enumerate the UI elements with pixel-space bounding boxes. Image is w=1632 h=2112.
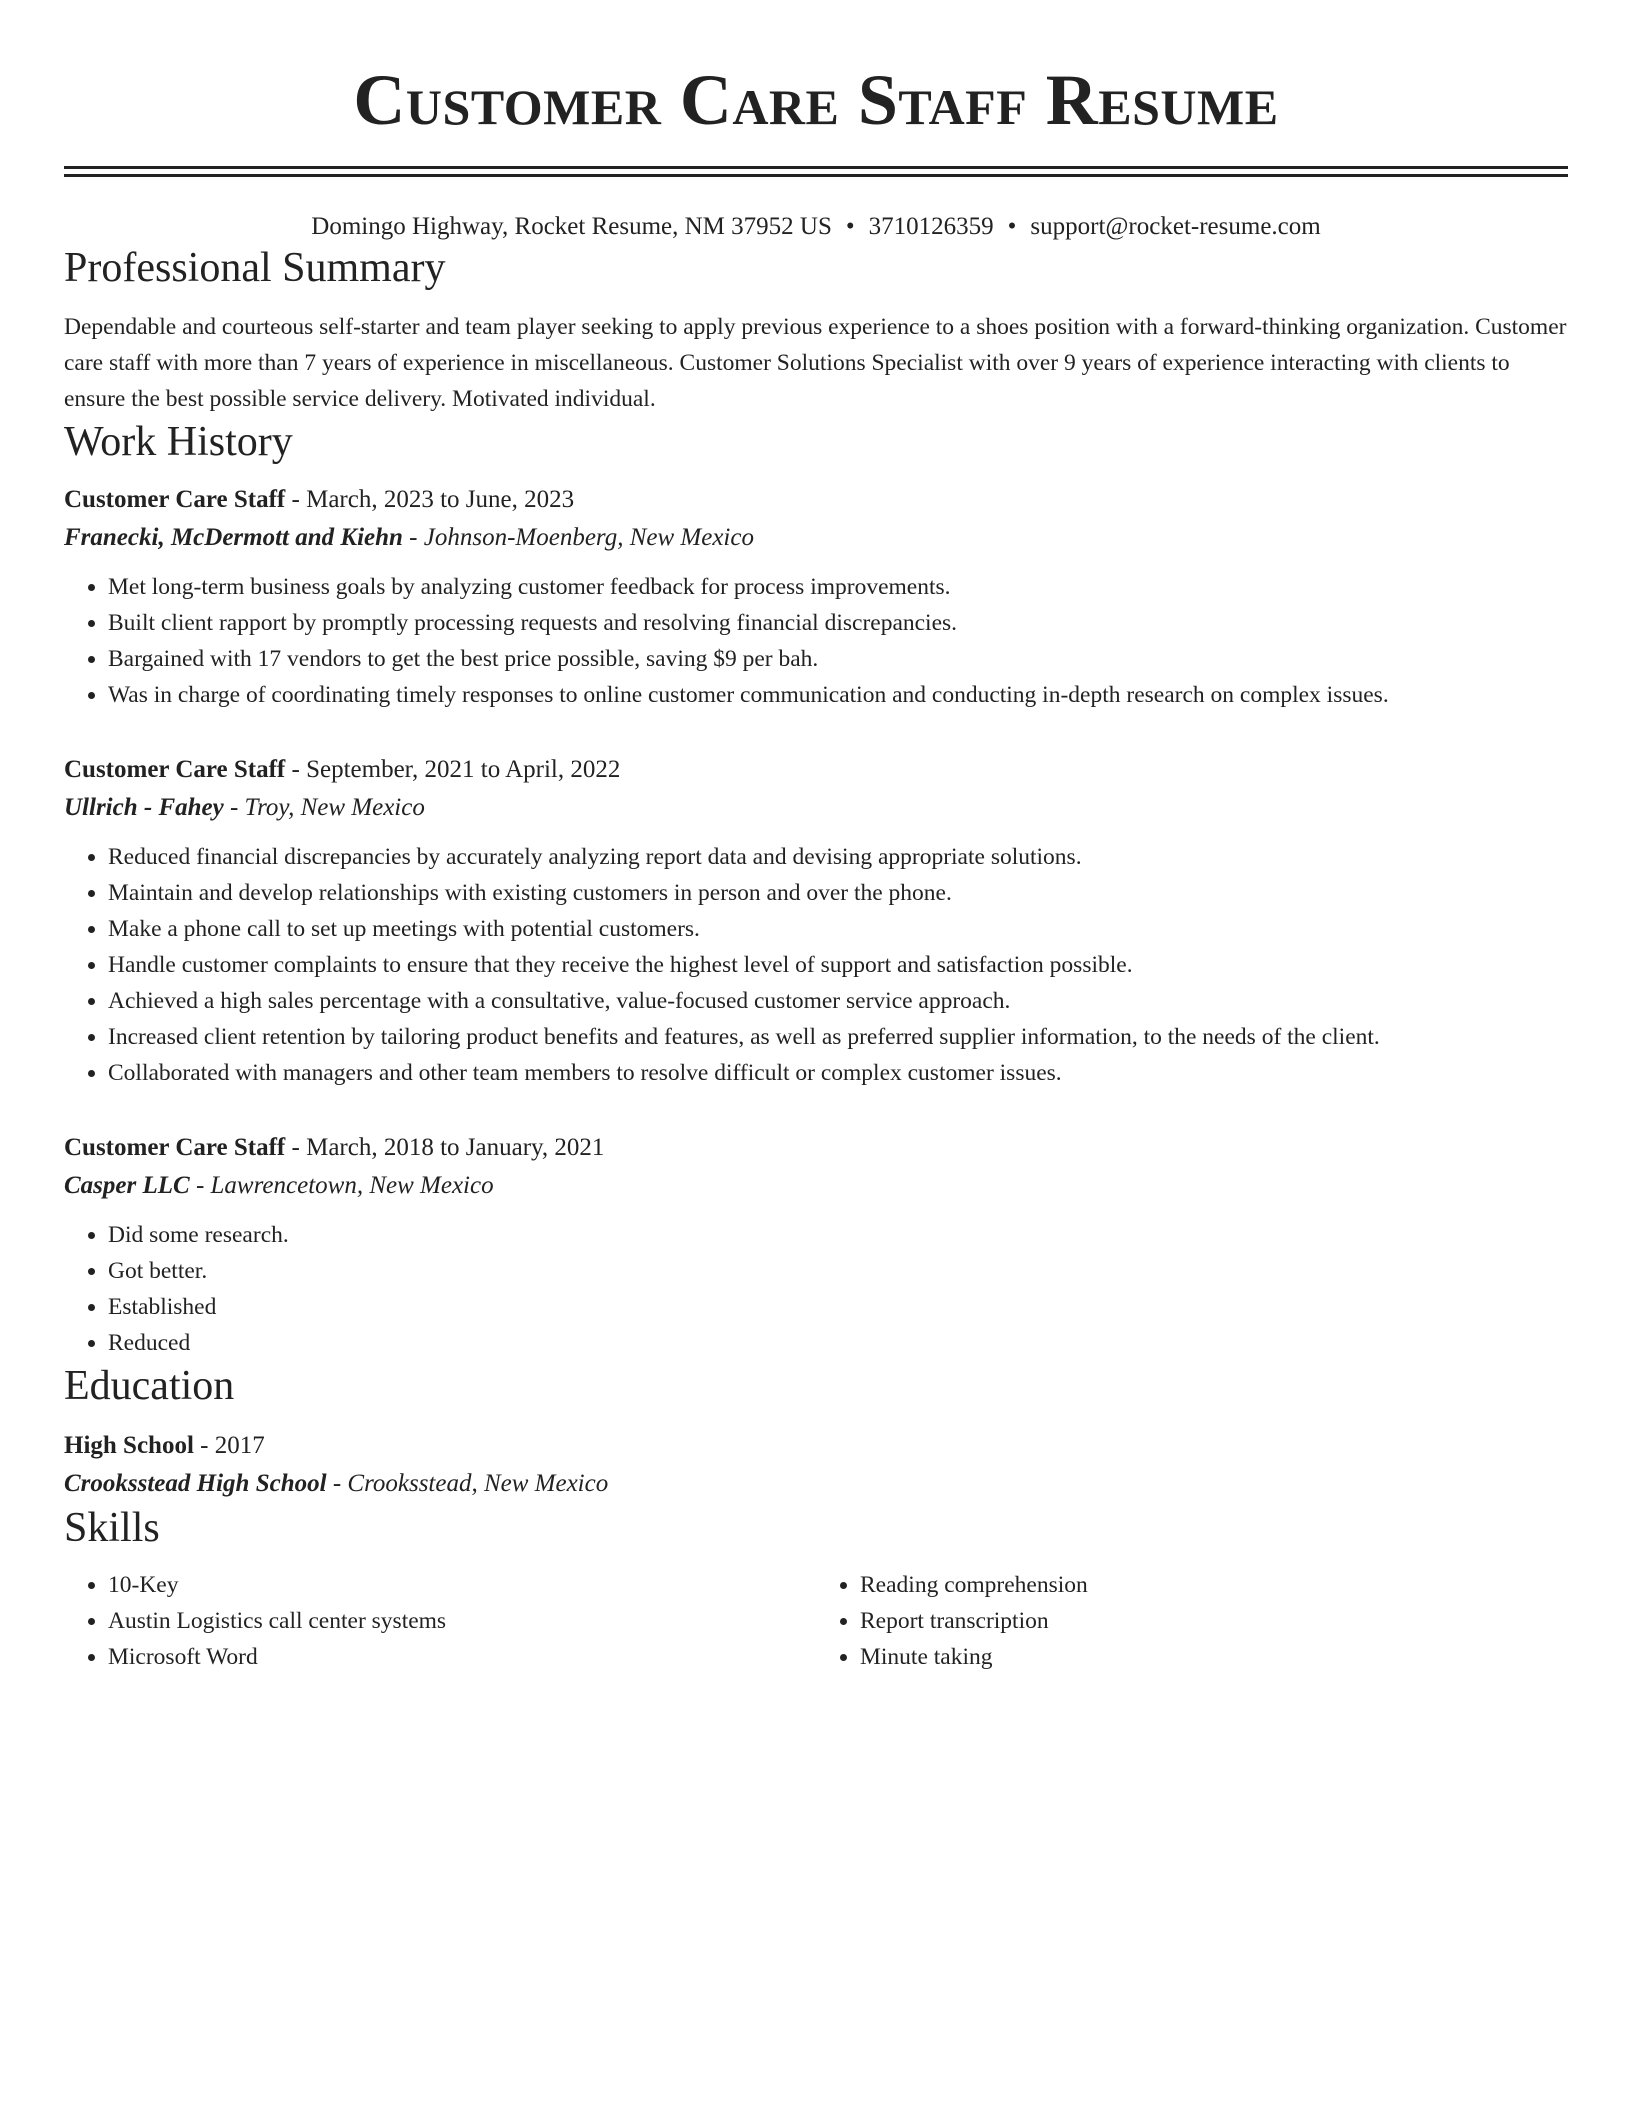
contact-separator: • bbox=[1007, 213, 1017, 240]
skills-grid bbox=[64, 1567, 1568, 1675]
job-bullet: • Reduced bbox=[108, 1325, 1568, 1361]
education-school: Crooksstead High School bbox=[64, 1470, 327, 1497]
job-bullet: • Did some research. bbox=[108, 1217, 1568, 1253]
job-location: Lawrencetown, New Mexico bbox=[210, 1172, 494, 1199]
education-year: 2017 bbox=[214, 1432, 265, 1459]
section-heading-summary: Professional Summary bbox=[64, 245, 446, 291]
job-bullet: • Built client rapport by promptly processing requests and resolving financial discrepancies. bbox=[108, 605, 1568, 641]
job-location: Troy, New Mexico bbox=[244, 794, 425, 821]
job-title: Customer Care Staff bbox=[64, 1134, 286, 1161]
job-title: Customer Care Staff bbox=[64, 756, 286, 783]
skill-item: • Reading comprehension bbox=[860, 1567, 1568, 1603]
job-bullet: • Collaborated with managers and other team members to resolve difficult or complex customer issues. bbox=[108, 1055, 1568, 1091]
contact-email: support@rocket-resume.com bbox=[1030, 213, 1321, 240]
education-location: Crooksstead, New Mexico bbox=[347, 1470, 609, 1497]
job-dates: September, 2021 to April, 2022 bbox=[306, 756, 621, 783]
job-bullets bbox=[64, 569, 1568, 713]
education-school-line: Crooksstead High School - Crooksstead, New Mexico bbox=[64, 1470, 609, 1497]
education-entry bbox=[64, 1427, 1568, 1503]
job-location: Johnson-Moenberg, New Mexico bbox=[423, 524, 754, 551]
job-bullet: • Was in charge of coordinating timely responses to online customer communication and conducting in-depth research on complex issues. bbox=[108, 677, 1568, 713]
job-bullet: • Established bbox=[108, 1289, 1568, 1325]
job-bullet: • Got better. bbox=[108, 1253, 1568, 1289]
skills-column-right bbox=[816, 1567, 1568, 1675]
resume-title: Customer Care Staff Resume bbox=[353, 60, 1279, 140]
job-bullet: • Maintain and develop relationships with existing customers in person and over the phone. bbox=[108, 875, 1568, 911]
skill-item: • Report transcription bbox=[860, 1603, 1568, 1639]
job-company-line: Casper LLC - Lawrencetown, New Mexico bbox=[64, 1172, 494, 1199]
job-dates: March, 2018 to January, 2021 bbox=[306, 1134, 605, 1161]
job-company-line: Ullrich - Fahey - Troy, New Mexico bbox=[64, 794, 425, 821]
contact-phone: 3710126359 bbox=[868, 213, 994, 240]
job-entry bbox=[64, 1129, 1568, 1361]
skill-item: • Microsoft Word bbox=[108, 1639, 816, 1675]
job-bullet: • Bargained with 17 vendors to get the best price possible, saving $9 per bah. bbox=[108, 641, 1568, 677]
job-company: Ullrich - Fahey bbox=[64, 794, 224, 821]
job-bullet: • Reduced financial discrepancies by accurately analyzing report data and devising appropriate solutions. bbox=[108, 839, 1568, 875]
job-bullet: • Met long-term business goals by analyzing customer feedback for process improvements. bbox=[108, 569, 1568, 605]
section-heading-work-history: Work History bbox=[64, 419, 293, 465]
job-company: Franecki, McDermott and Kiehn bbox=[64, 524, 403, 551]
job-entry bbox=[64, 481, 1568, 713]
job-title-line: Customer Care Staff - March, 2023 to June, 2023 bbox=[64, 486, 575, 513]
job-bullet: • Achieved a high sales percentage with a consultative, value-focused customer service approach. bbox=[108, 983, 1568, 1019]
section-heading-skills: Skills bbox=[64, 1505, 160, 1551]
job-bullet: • Handle customer complaints to ensure that they receive the highest level of support and satisfaction possible. bbox=[108, 947, 1568, 983]
summary-text: Dependable and courteous self-starter and team player seeking to apply previous experience to a shoes position with a forward-thinking organization. Customer care staff with more than 7 years of experience in miscellaneous. Customer Solutions Specialist with over 9 years of experience interacting with clients to ensure the best possible service delivery. Motivated individual. bbox=[64, 314, 1567, 412]
skills-column-left bbox=[64, 1567, 816, 1675]
skill-item: • 10-Key bbox=[108, 1567, 816, 1603]
job-entry bbox=[64, 751, 1568, 1091]
contact-separator: • bbox=[845, 213, 855, 240]
job-title: Customer Care Staff bbox=[64, 486, 286, 513]
job-title-line: Customer Care Staff - September, 2021 to April, 2022 bbox=[64, 756, 621, 783]
job-company: Casper LLC bbox=[64, 1172, 190, 1199]
education-degree-line: High School - 2017 bbox=[64, 1432, 265, 1459]
job-bullet: • Make a phone call to set up meetings with potential customers. bbox=[108, 911, 1568, 947]
title-double-rule bbox=[64, 166, 1568, 177]
skill-item: • Austin Logistics call center systems bbox=[108, 1603, 816, 1639]
job-title-line: Customer Care Staff - March, 2018 to January, 2021 bbox=[64, 1134, 605, 1161]
job-company-line: Franecki, McDermott and Kiehn - Johnson-Moenberg, New Mexico bbox=[64, 524, 754, 551]
job-bullets bbox=[64, 1217, 1568, 1361]
contact-line bbox=[64, 211, 1568, 243]
skill-item: • Minute taking bbox=[860, 1639, 1568, 1675]
contact-address: Domingo Highway, Rocket Resume, NM 37952 US bbox=[311, 213, 832, 240]
education-degree: High School bbox=[64, 1432, 194, 1459]
job-bullets bbox=[64, 839, 1568, 1091]
section-heading-education: Education bbox=[64, 1363, 235, 1409]
job-dates: March, 2023 to June, 2023 bbox=[306, 486, 575, 513]
job-bullet: • Increased client retention by tailoring product benefits and features, as well as preferred supplier information, to the needs of the client. bbox=[108, 1019, 1568, 1055]
